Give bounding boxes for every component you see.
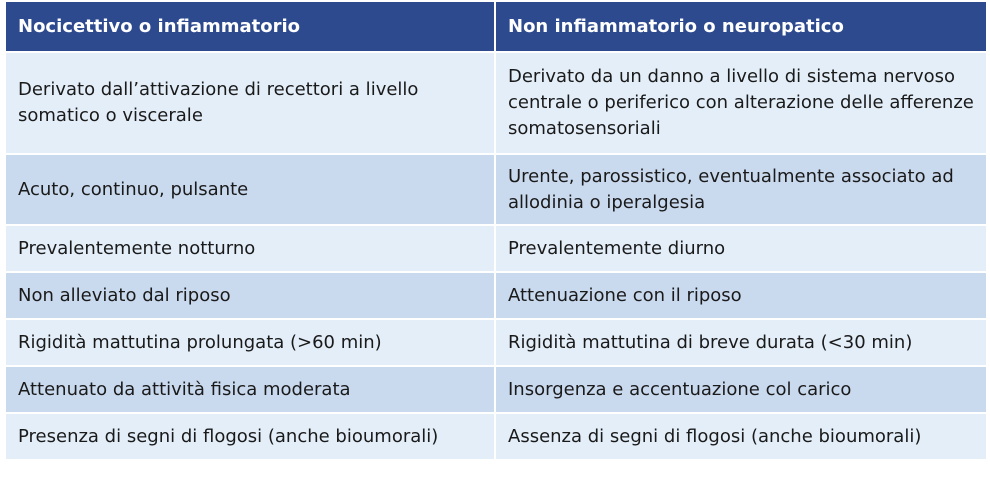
header-neuropathic: Non infiammatorio o neuropatico <box>495 2 987 52</box>
table-cell: Derivato da un danno a livello di sistema nervoso centrale o periferico con alterazione delle afferenze somatosensoriali <box>495 52 987 154</box>
table-row <box>5 154 987 225</box>
table-cell: Attenuato da attività fisica moderata <box>5 366 495 413</box>
table-cell: Assenza di segni di flogosi (anche bioumorali) <box>495 413 987 460</box>
table-cell: Rigidità mattutina di breve durata (<30 min) <box>495 319 987 366</box>
table-header-row <box>5 2 987 52</box>
table-row <box>5 319 987 366</box>
table-cell: Acuto, continuo, pulsante <box>5 154 495 225</box>
table-cell: Prevalentemente diurno <box>495 225 987 272</box>
table-row <box>5 366 987 413</box>
table-cell: Non alleviato dal riposo <box>5 272 495 319</box>
table-row <box>5 272 987 319</box>
table-row <box>5 413 987 460</box>
table-cell: Presenza di segni di flogosi (anche bioumorali) <box>5 413 495 460</box>
table-cell: Urente, parossistico, eventualmente associato ad allodinia o iperalgesia <box>495 154 987 225</box>
table-cell: Prevalentemente notturno <box>5 225 495 272</box>
header-nociceptive: Nocicettivo o infiammatorio <box>5 2 495 52</box>
table-cell: Insorgenza e accentuazione col carico <box>495 366 987 413</box>
table-cell: Attenuazione con il riposo <box>495 272 987 319</box>
table-cell: Rigidità mattutina prolungata (>60 min) <box>5 319 495 366</box>
table-row <box>5 52 987 154</box>
comparison-table-container <box>4 2 986 461</box>
table-cell: Derivato dall’attivazione di recettori a livello somatico o viscerale <box>5 52 495 154</box>
comparison-table <box>4 2 988 461</box>
table-row <box>5 225 987 272</box>
